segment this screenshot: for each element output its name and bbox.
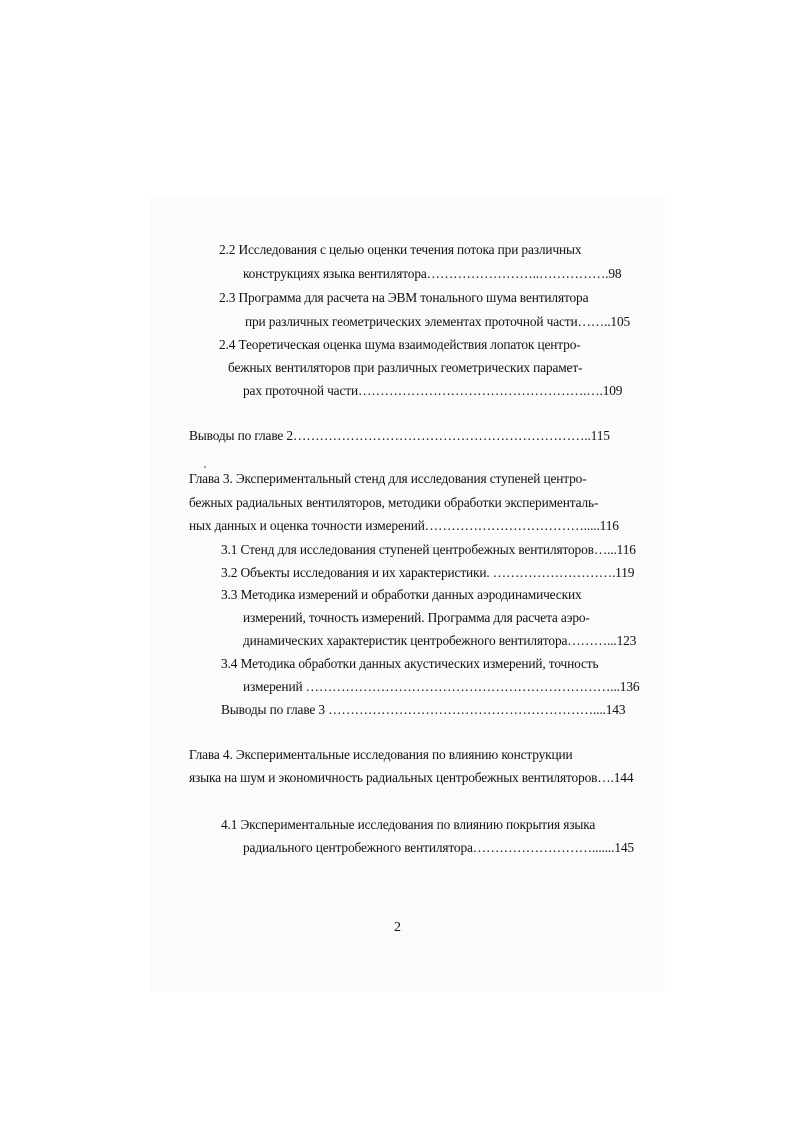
toc-entry-2-4-cont: бежных вентиляторов при различных геометрических парамет- (228, 360, 583, 375)
toc-entry-3-4: 3.4 Методика обработки данных акустических измерений, точность (221, 656, 599, 671)
toc-entry-conclusions-3: Выводы по главе 3 ……………………………………………………....143 (221, 702, 626, 717)
toc-entry-4-1-cont: радиального центробежного вентилятора……………………….......145 (243, 840, 634, 855)
toc-entry-chapter-3: Глава 3. Экспериментальный стенд для исследования ступеней центро- (189, 471, 587, 486)
toc-entry-2-4-cont2: рах проточной части…………………………………………….….109 (243, 383, 623, 398)
toc-entry-4-1: 4.1 Экспериментальные исследования по влиянию покрытия языка (221, 817, 596, 832)
scan-speck (204, 466, 206, 468)
toc-entry-3-2: 3.2 Объекты исследования и их характеристики. ……………………….119 (221, 565, 635, 580)
toc-entry-3-3: 3.3 Методика измерений и обработки данных аэродинамических (221, 587, 582, 602)
toc-entry-2-4: 2.4 Теоретическая оценка шума взаимодействия лопаток центро- (219, 337, 581, 352)
toc-entry-3-1: 3.1 Стенд для исследования ступеней центробежных вентиляторов…...116 (221, 542, 636, 557)
toc-entry-chapter-3-cont: бежных радиальных вентиляторов, методики обработки эксперименталь- (189, 495, 599, 510)
toc-entry-3-4-cont: измерений ……………………………………………………………...136 (243, 679, 640, 694)
toc-entry-chapter-3-cont2: ных данных и оценка точности измерений……………………………….....116 (189, 518, 619, 533)
toc-entry-2-2: 2.2 Исследования с целью оценки течения потока при различных (219, 242, 582, 257)
toc-entry-conclusions-2: Выводы по главе 2…………………………………………………………..115 (189, 428, 610, 443)
toc-entry-3-3-cont: измерений, точность измерений. Программа для расчета аэро- (243, 610, 590, 625)
page-number: 2 (394, 920, 401, 935)
toc-entry-2-3-cont: при различных геометрических элементах проточной части……..105 (245, 314, 631, 329)
toc-entry-2-2-cont: конструкциях языка вентилятора……………………..…………….98 (243, 266, 622, 281)
toc-entry-chapter-4-cont: языка на шум и экономичность радиальных центробежных вентиляторов….144 (189, 770, 634, 785)
toc-entry-chapter-4: Глава 4. Экспериментальные исследования по влиянию конструкции (189, 747, 573, 762)
toc-entry-2-3: 2.3 Программа для расчета на ЭВМ тонального шума вентилятора (219, 290, 589, 305)
toc-entry-3-3-cont2: динамических характеристик центробежного вентилятора………...123 (243, 633, 637, 648)
